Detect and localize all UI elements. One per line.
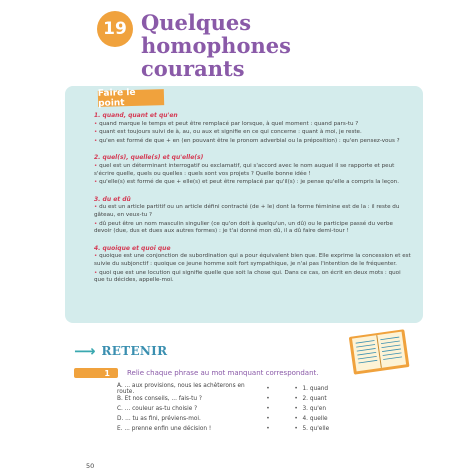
bullet-text: quand marque le temps et peut être remplacé par lorsque, à quel moment : quand pars-tu ? xyxy=(99,120,359,127)
bullet-text: dû peut être un nom masculin singulier (ce qu'on doit à quelqu'un, un dû) ou le participe passé du verbe devoir (due, dus et dues aux autres formes) : je t'ai donné mon dû, il a dû faire demi-tour ! xyxy=(94,220,393,235)
section-title: 2. quel(s), quelle(s) et qu'elle(s) xyxy=(94,154,204,162)
link-dot-left[interactable]: • xyxy=(266,396,270,402)
sentence: E. ... prenne enfin une décision ! xyxy=(117,426,212,432)
answer-word: 1. quand xyxy=(302,386,329,392)
exercise-number: 1 xyxy=(104,368,110,378)
bullet-dot: • xyxy=(94,204,100,211)
retenir-label: RETENIR xyxy=(101,344,168,358)
answer-word: 3. qu'en xyxy=(302,406,327,412)
page-title: Quelques homophones courants xyxy=(141,10,291,81)
section-title: 3. du et dû xyxy=(94,195,131,203)
match-row xyxy=(117,384,357,394)
link-dot-right[interactable]: • xyxy=(294,426,298,432)
link-dot-right[interactable]: • xyxy=(294,396,298,402)
matching-list xyxy=(117,384,357,434)
sentence: C. ... couleur as-tu choisie ? xyxy=(117,406,198,412)
bullet-text: qu'en est formé de que + en (en pouvant être le pronom adverbial ou la préposition) : qu'en pensez-vous ? xyxy=(99,137,400,144)
bullet xyxy=(94,270,412,285)
bullet-text: quoi que est une locution qui signifie quelle que soit la chose qui. Dans ce cas, on écrit en deux mots : quoi que tu décides, appelle-moi. xyxy=(94,269,401,284)
link-dot-right[interactable]: • xyxy=(294,386,298,392)
bullet xyxy=(94,221,412,236)
bullet-text: quant est toujours suivi de à, au, ou aux et signifie en ce qui concerne : quant à moi, je reste. xyxy=(99,129,362,136)
match-row xyxy=(117,394,357,404)
arrow-right-icon: ⟶ xyxy=(74,342,96,360)
faire-le-point-tab: Faire le point xyxy=(98,89,164,107)
exercise-number-badge xyxy=(74,368,118,378)
link-dot-left[interactable]: • xyxy=(266,426,270,432)
section-3 xyxy=(94,196,412,236)
page-number: 50 xyxy=(86,462,95,470)
bullet-dot: • xyxy=(94,179,100,186)
answer-word: 4. quelle xyxy=(302,416,328,422)
answer-word: 2. quant xyxy=(302,396,327,402)
box-content xyxy=(94,112,412,294)
bullet-dot: • xyxy=(94,120,100,127)
bullet-dot: • xyxy=(94,253,100,260)
bullet-dot: • xyxy=(94,220,100,227)
bullet xyxy=(94,121,412,129)
bullet-dot: • xyxy=(94,129,100,136)
bullet-dot: • xyxy=(94,162,100,169)
section-2 xyxy=(94,154,412,186)
match-row xyxy=(117,424,357,434)
answer-word: 5. qu'elle xyxy=(302,426,330,432)
sentence: A. ... aux provisions, nous les achèterons en route. xyxy=(117,383,245,395)
chapter-number-badge: 19 xyxy=(97,11,133,47)
bullet xyxy=(94,204,412,219)
bullet xyxy=(94,129,412,137)
sentence: B. Et nos conseils, ... fais-tu ? xyxy=(117,396,202,402)
bullet-dot: • xyxy=(94,137,100,144)
match-row xyxy=(117,414,357,424)
link-dot-left[interactable]: • xyxy=(266,406,270,412)
bullet xyxy=(94,179,412,187)
section-title: 1. quand, quant et qu'en xyxy=(94,112,178,119)
link-dot-right[interactable]: • xyxy=(294,406,298,412)
bullet-text: quoique est une conjonction de subordination qui a pour équivalent bien que. Elle exprime la concession et est suivie du subjonctif : quoique ce jeune homme soit fort sympathique, je n'ai pas l'intention de le fréquenter. xyxy=(94,253,411,267)
sentence: D. ... tu as fini, préviens-moi. xyxy=(117,416,201,422)
bullet-text: quel est un déterminant interrogatif ou exclamatif, qui s'accord avec le nom auquel il se rapporte et peut s'écrire quelle, quels ou quelles : quels sont vos projets ? Quelle bonne idée ! xyxy=(94,162,395,177)
bullet-text: du est un article partitif ou un article défini contracté (de + le) dont la forme féminine est de la : il reste du gâteau, en veux-tu ? xyxy=(94,204,400,218)
bullet xyxy=(94,138,412,146)
section-1 xyxy=(94,112,412,145)
bullet-text: qu'elle(s) est formé de que + elle(s) et peut être remplacé par qu'il(s) : je pense qu'elle a compris la leçon. xyxy=(99,179,399,186)
bullet xyxy=(94,253,412,268)
section-4 xyxy=(94,245,412,285)
link-dot-left[interactable]: • xyxy=(266,386,270,392)
section-title: 4. quoique et quoi que xyxy=(94,244,171,252)
link-dot-right[interactable]: • xyxy=(294,416,298,422)
bullet xyxy=(94,163,412,178)
retenir-heading xyxy=(74,342,167,360)
open-book-icon xyxy=(345,325,413,377)
link-dot-left[interactable]: • xyxy=(266,416,270,422)
bullet-dot: • xyxy=(94,269,100,276)
match-row xyxy=(117,404,357,414)
exercise-instruction: Relie chaque phrase au mot manquant correspondant. xyxy=(127,369,319,377)
